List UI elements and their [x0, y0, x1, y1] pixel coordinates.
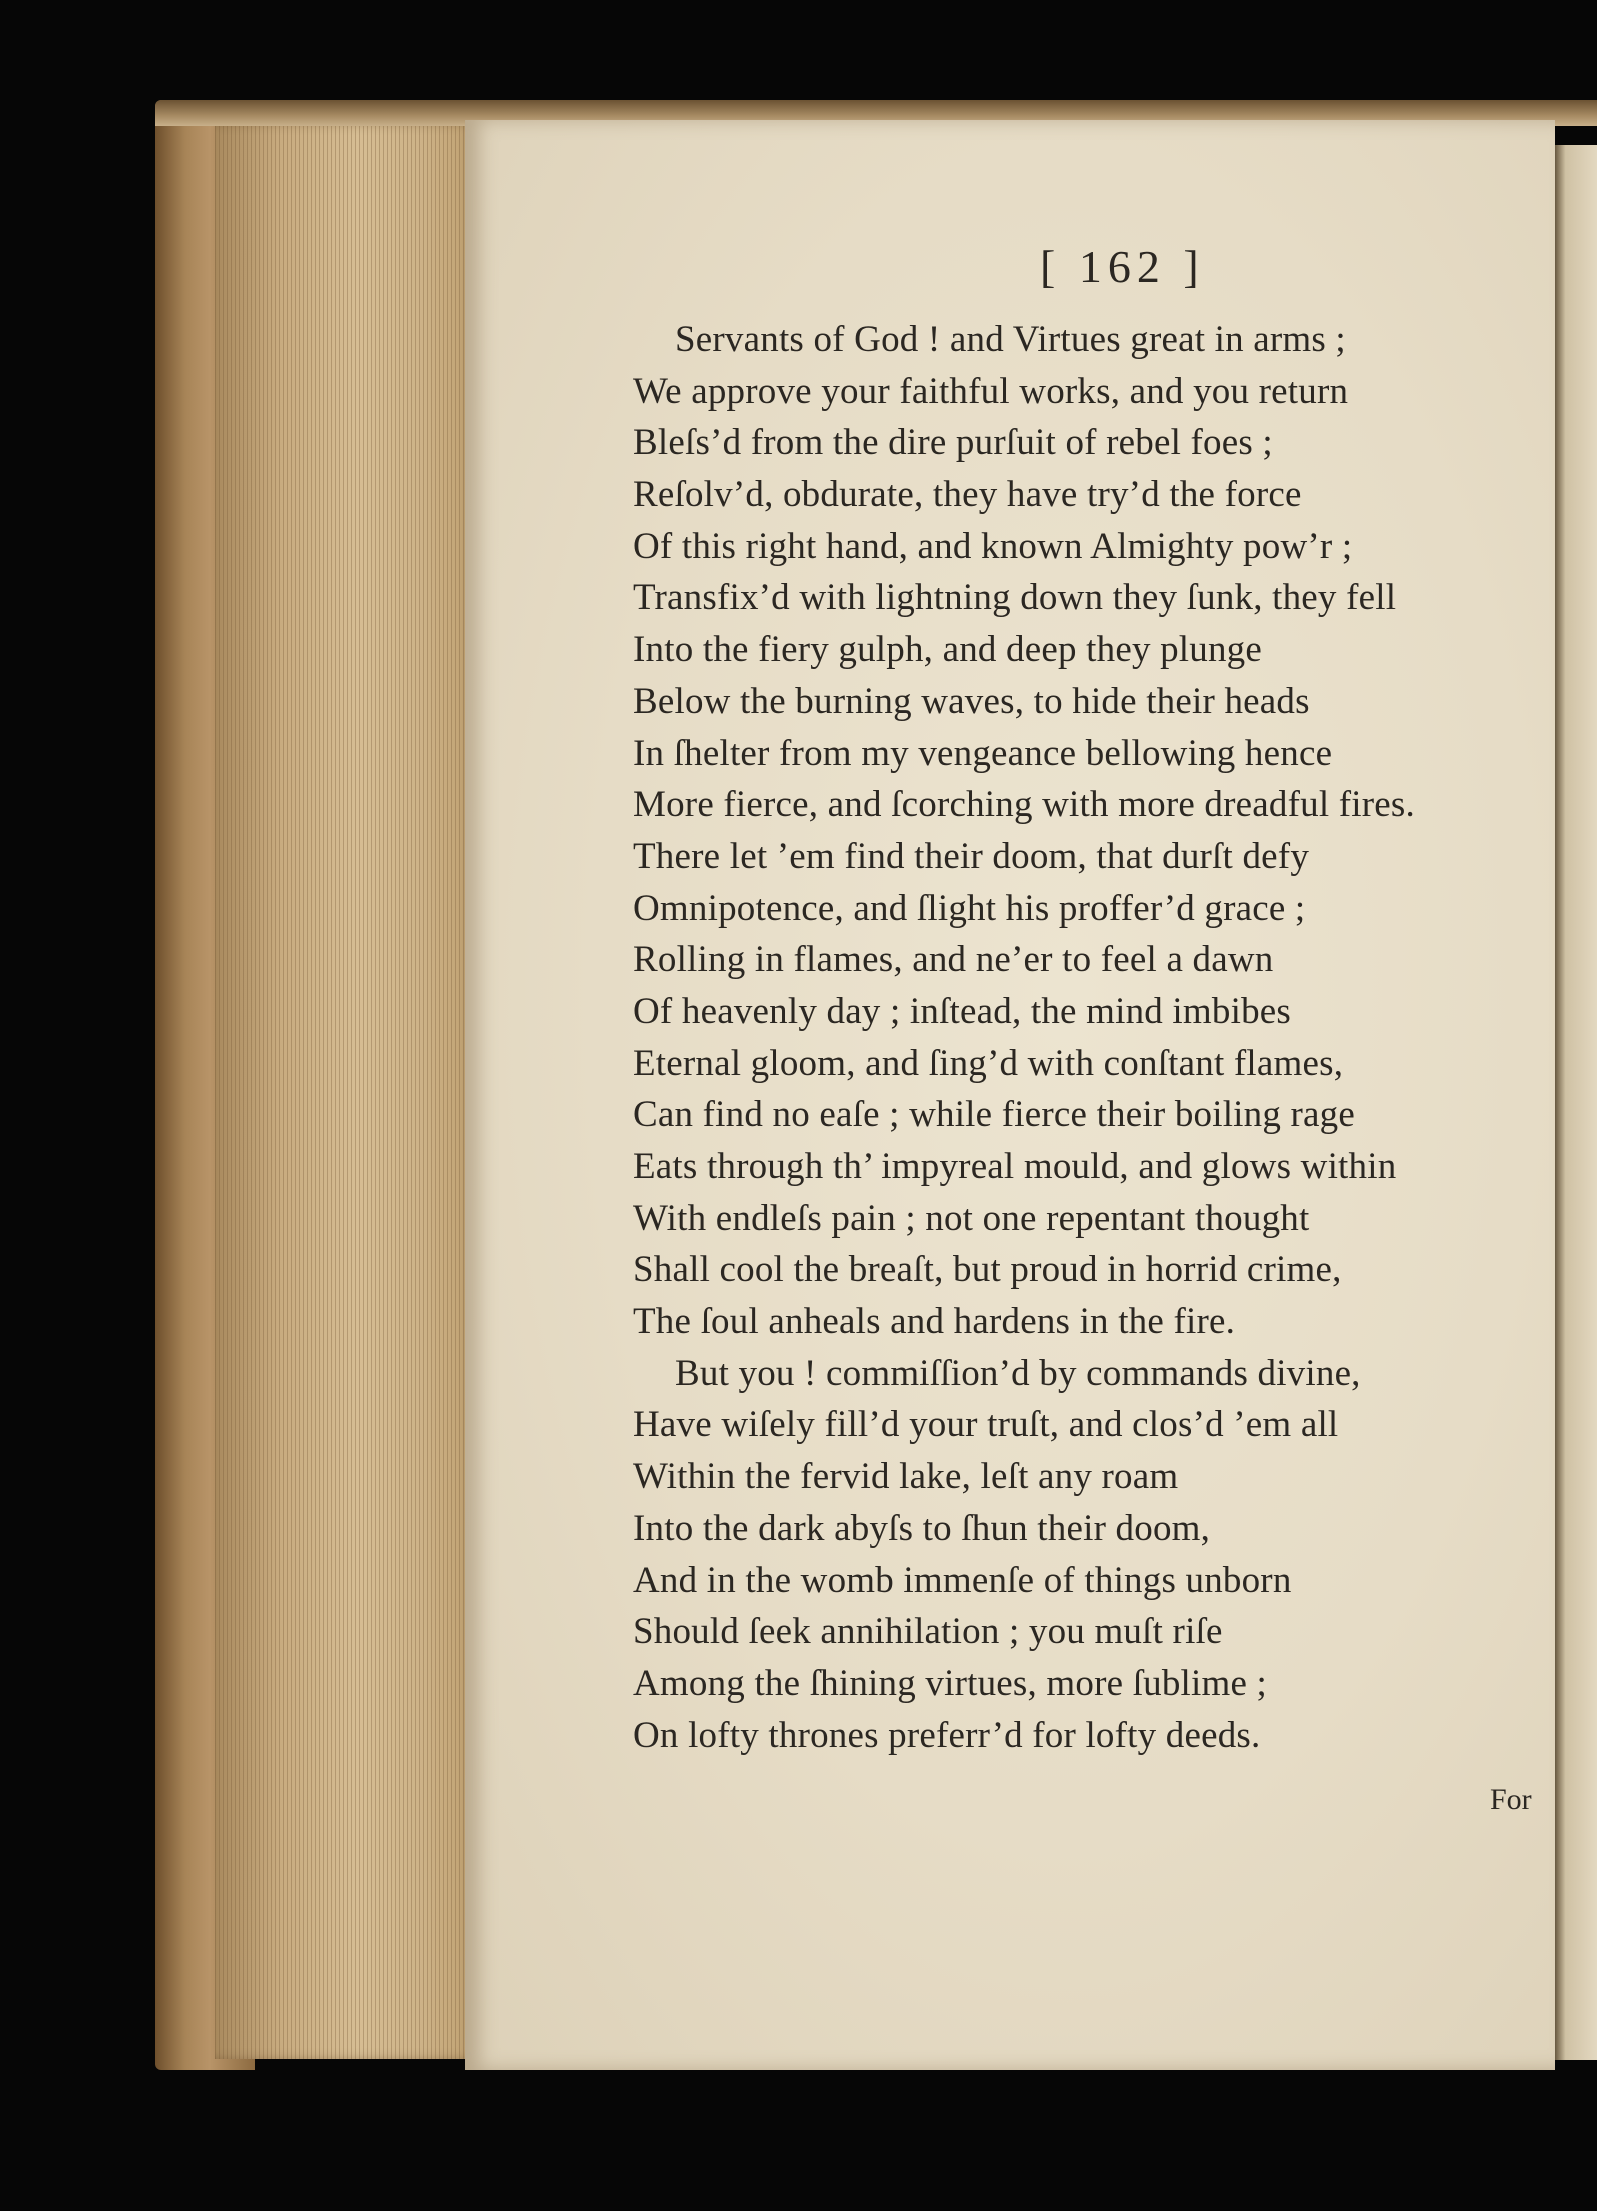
poem-line: Servants of God ! and Virtues great in arms ;	[675, 319, 1346, 360]
poem-line: Omnipotence, and ſlight his proffer’d grace ;	[633, 887, 1306, 929]
poem-line: Of heavenly day ; inſtead, the mind imbibes	[633, 990, 1291, 1032]
poem-line: Rolling in flames, and ne’er to feel a dawn	[633, 939, 1274, 981]
catchword: For	[1490, 1783, 1532, 1816]
poem-line: Within the fervid lake, leſt any roam	[633, 1456, 1179, 1498]
page-number: [ 162 ]	[1040, 241, 1205, 292]
poem-line: Eats through th’ impyreal mould, and glows within	[633, 1146, 1397, 1187]
poem-line: In ſhelter from my vengeance bellowing hence	[633, 732, 1333, 774]
poem-line: On lofty thrones preferr’d for lofty deeds.	[633, 1714, 1261, 1756]
poem-text	[633, 314, 1583, 1761]
poem-line: Of this right hand, and known Almighty pow’r ;	[633, 525, 1353, 567]
poem-line: Can find no eaſe ; while fierce their boiling rage	[633, 1094, 1355, 1136]
poem-line: We approve your faithful works, and you return	[633, 370, 1349, 412]
poem-line: Into the fiery gulph, and deep they plunge	[633, 629, 1262, 671]
poem-line: Among the ſhining virtues, more ſublime ;	[633, 1662, 1268, 1704]
poem-line: Transfix’d with lightning down they ſunk, they fell	[633, 577, 1397, 619]
poem-line: There let ’em find their doom, that durſt defy	[633, 835, 1310, 877]
poem-line: Below the burning waves, to hide their heads	[633, 680, 1310, 722]
poem-line: Into the dark abyſs to ſhun their doom,	[633, 1507, 1211, 1549]
poem-line: More fierce, and ſcorching with more dreadful fires.	[633, 784, 1415, 826]
poem-line: Shall cool the breaſt, but proud in horrid crime,	[633, 1249, 1342, 1291]
poem-line: Have wiſely fill’d your truſt, and clos’d ’em all	[633, 1404, 1339, 1446]
poem-line: Reſolv’d, obdurate, they have try’d the force	[633, 474, 1302, 516]
poem-line: But you ! commiſſion’d by commands divine,	[675, 1352, 1361, 1394]
poem-line: Eternal gloom, and ſing’d with conſtant flames,	[633, 1042, 1344, 1084]
poem-line: Bleſs’d from the dire purſuit of rebel foes ;	[633, 422, 1273, 464]
poem-line: And in the womb immenſe of things unborn	[633, 1559, 1292, 1601]
poem-line: With endleſs pain ; not one repentant thought	[633, 1197, 1310, 1239]
poem-line: The ſoul anheals and hardens in the fire.	[633, 1301, 1236, 1343]
page-edges	[215, 120, 475, 2059]
poem-line: Should ſeek annihilation ; you muſt riſe	[633, 1611, 1223, 1653]
